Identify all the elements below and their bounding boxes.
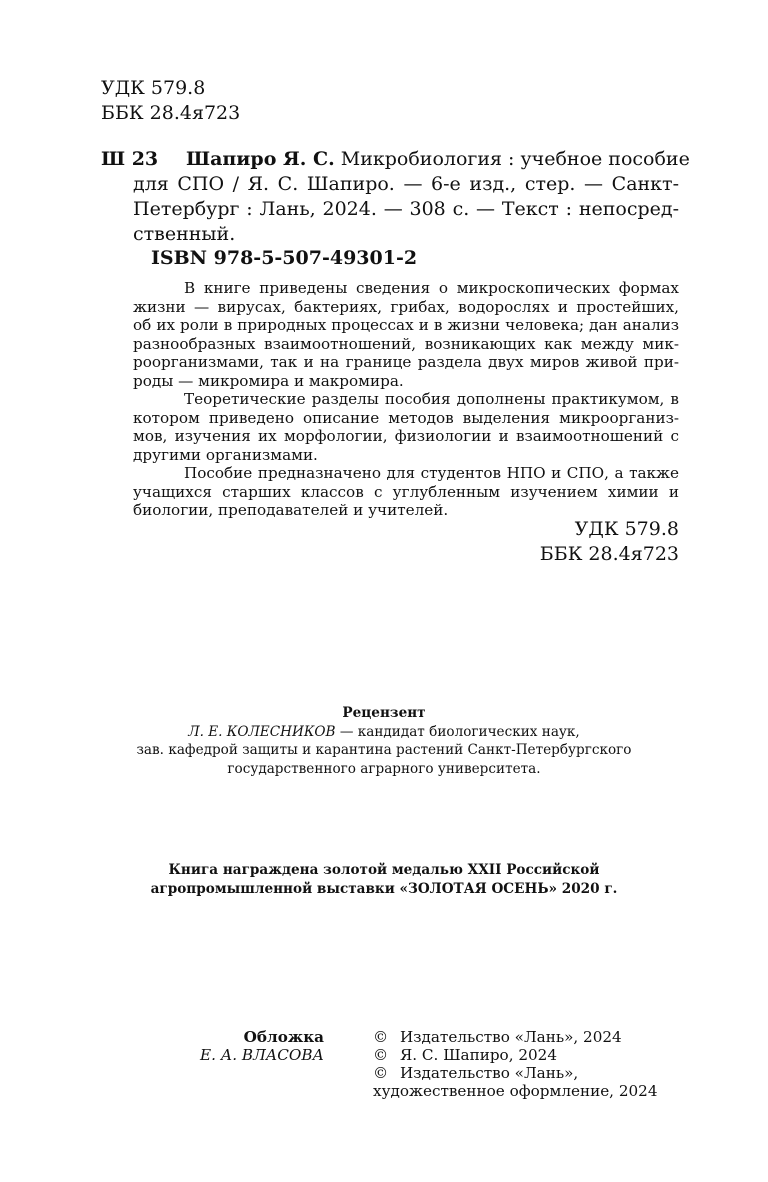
biblio-line-3: Петербург : Лань, 2024. — 308 с. — Текст : непосред- (133, 198, 679, 220)
copyright-item (373, 1028, 679, 1046)
copyright-text: Я. С. Шапиро, 2024 (400, 1046, 557, 1064)
copyright-symbol: © (373, 1064, 389, 1082)
classification-bottom (540, 517, 679, 567)
reviewer-degree: — кандидат биологических наук, (335, 723, 580, 740)
copyright-text: Издательство «Лань», (400, 1064, 579, 1082)
reviewer-line-1 (100, 723, 668, 742)
reviewer-heading: Рецензент (342, 705, 426, 721)
annotation-line: учащихся старших классов с углубленным изучением химии и (133, 482, 679, 501)
annotation-line: жизни — вирусах, бактериях, грибах, водорослях и простейших, (133, 297, 679, 316)
biblio-line-2: для СПО / Я. С. Шапиро. — 6-е изд., стер. — Санкт- (133, 173, 679, 195)
bbk-code: ББК 28.4я723 (101, 102, 241, 124)
biblio-author: Шапиро Я. С. (186, 148, 335, 170)
copyright-text-continued: художественное оформление, 2024 (373, 1082, 658, 1100)
annotation-line: роды — микромира и макромира. (133, 371, 404, 390)
cover-credit (200, 1028, 324, 1064)
biblio-line-4: ственный. (133, 223, 236, 245)
biblio-title: Микробиология : учебное пособие (340, 148, 690, 170)
udk-code: УДК 579.8 (574, 518, 679, 540)
copyright-text: Издательство «Лань», 2024 (400, 1028, 622, 1046)
annotation-line: об их роли в природных процессах и в жизни человека; дан анализ (133, 316, 679, 334)
bbk-code: ББК 28.4я723 (539, 543, 679, 565)
copyright-item (373, 1064, 679, 1082)
classification-top (101, 76, 240, 126)
annotation-line: В книге приведены сведения о микроскопических формах (184, 279, 679, 297)
copyright-symbol: © (373, 1046, 389, 1064)
annotation-line: мов, изучения их морфологии, физиологии и взаимоотношений с (133, 427, 679, 445)
isbn: ISBN 978-5-507-49301-2 (151, 247, 418, 269)
reviewer-line-3: государственного аграрного университета. (227, 760, 541, 777)
award-line-1: Книга награждена золотой медалью XXII Российской (168, 862, 600, 878)
annotation-line: Пособие предназначено для студентов НПО и СПО, а также (184, 464, 679, 482)
annotation-line: котором приведено описание методов выделения микроорганиз- (133, 408, 679, 427)
annotation-line: другими организмами. (133, 445, 318, 464)
copyright-item (373, 1046, 679, 1064)
reviewer-line-2: зав. кафедрой защиты и карантина растений Санкт-Петербургского (136, 742, 632, 759)
annotation-line: Теоретические разделы пособия дополнены практикумом, в (184, 390, 679, 408)
copyright-list (373, 1028, 679, 1100)
award-line-2: агропромышленной выставки «ЗОЛОТАЯ ОСЕНЬ» 2020 г. (150, 880, 618, 897)
copyright-symbol: © (373, 1028, 389, 1046)
annotation-line: роорганизмами, так и на границе раздела двух миров живой при- (133, 353, 679, 371)
biblio-line-1 (133, 147, 690, 172)
author-sign: Ш 23 (101, 148, 159, 170)
bibliographic-record (133, 147, 690, 247)
reviewer-name: Л. Е. КОЛЕСНИКОВ (188, 723, 336, 740)
award-note (100, 861, 668, 898)
cover-designer: Е. А. ВЛАСОВА (200, 1046, 324, 1064)
cover-heading: Обложка (243, 1028, 324, 1046)
annotation-line: разнообразных взаимоотношений, возникающих как между мик- (133, 334, 679, 353)
annotation-line: биологии, преподавателей и учителей. (133, 501, 449, 519)
udk-code: УДК 579.8 (101, 77, 206, 99)
reviewer-block (100, 704, 668, 778)
annotation (133, 279, 679, 520)
